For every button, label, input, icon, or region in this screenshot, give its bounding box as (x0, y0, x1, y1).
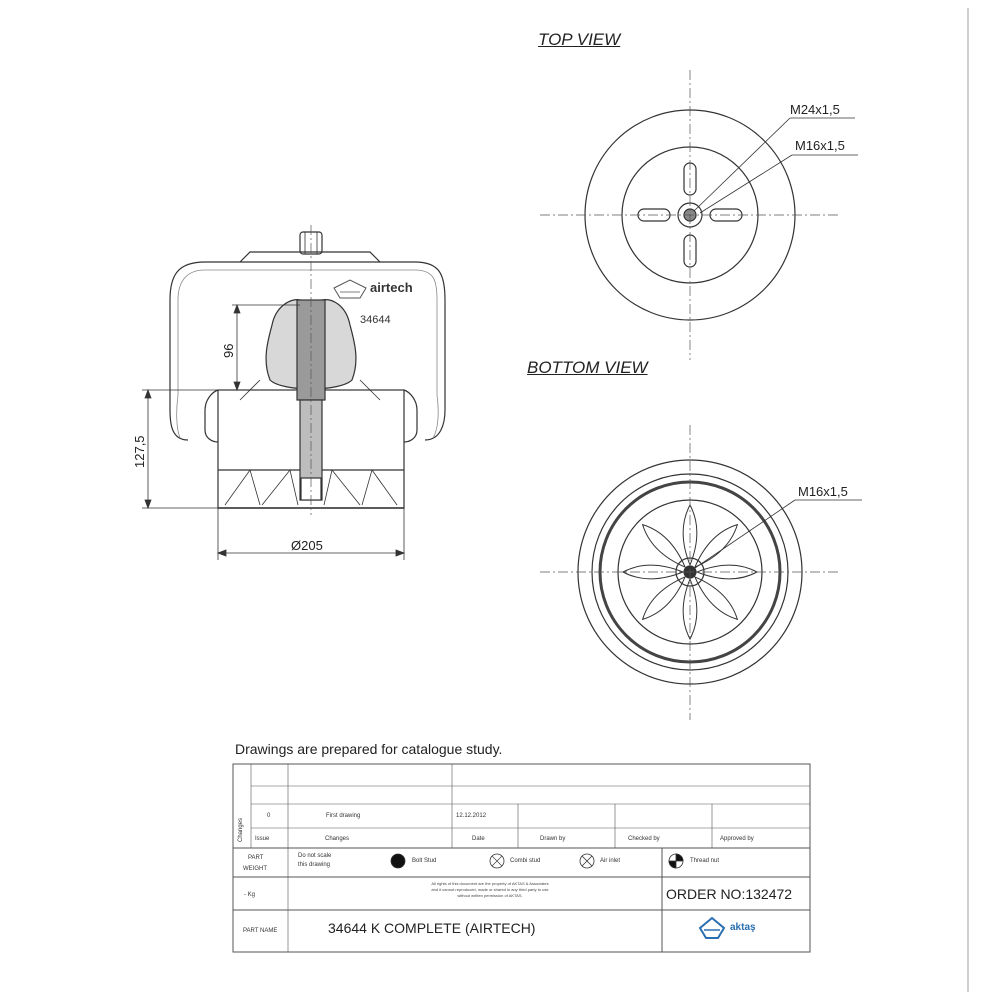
col-drawn-by: Drawn by (540, 836, 566, 842)
aktas-logo-icon (700, 918, 724, 938)
change-value: First drawing (326, 813, 361, 819)
legend-bolt-stud: Bolt Stud (412, 858, 437, 864)
issue-value: 0 (267, 813, 271, 819)
thread-label-m16-bottom: M16x1,5 (798, 484, 848, 499)
part-name-label: PART NAME (243, 928, 278, 934)
airtech-logo-text: airtech (370, 280, 413, 295)
thread-label-m24: M24x1,5 (790, 102, 840, 117)
part-weight-label-1: PART (248, 855, 264, 861)
legal-line-3: without written permission of AKTAS. (457, 893, 523, 898)
col-issue: Issue (255, 836, 270, 842)
bottom-view (540, 425, 862, 720)
dimension-diameter-205: Ø205 (291, 538, 323, 553)
company-name: aktaş (730, 922, 756, 933)
part-code-mark: 34644 (360, 314, 391, 326)
side-view (170, 225, 445, 515)
do-not-scale-1: Do not scale (298, 853, 332, 859)
col-approved-by: Approved by (720, 836, 754, 842)
legal-line-1: All rights of this document are the property of AKTAS & Associates (431, 881, 549, 886)
col-date: Date (472, 836, 485, 842)
do-not-scale-2: this drawing (298, 862, 331, 868)
legal-notice (340, 881, 640, 899)
bottom-view-title: BOTTOM VIEW (527, 358, 648, 377)
weight-unit: - Kg (244, 892, 256, 898)
legend-air-inlet: Air inlet (600, 858, 621, 864)
date-value: 12.12.2012 (456, 813, 487, 819)
legend-combi-stud: Combi stud (510, 858, 541, 864)
catalogue-caption: Drawings are prepared for catalogue study. (235, 741, 503, 757)
dimension-127-5: 127,5 (132, 435, 147, 468)
order-number: ORDER NO:132472 (666, 886, 793, 902)
legend-thread-nut: Thread nut (690, 858, 720, 864)
legal-line-2: and it cannot reproduced, made or shared in any third party to use (431, 887, 549, 892)
col-changes: Changes (325, 836, 350, 842)
thread-label-m16-top: M16x1,5 (795, 138, 845, 153)
top-view-title: TOP VIEW (538, 30, 621, 49)
col-checked-by: Checked by (628, 836, 660, 842)
part-weight-label-2: WEIGHT (243, 866, 267, 872)
dimension-96: 96 (221, 343, 236, 358)
changes-side-label: Changes (238, 817, 244, 842)
part-name-value: 34644 K COMPLETE (AIRTECH) (328, 920, 536, 936)
